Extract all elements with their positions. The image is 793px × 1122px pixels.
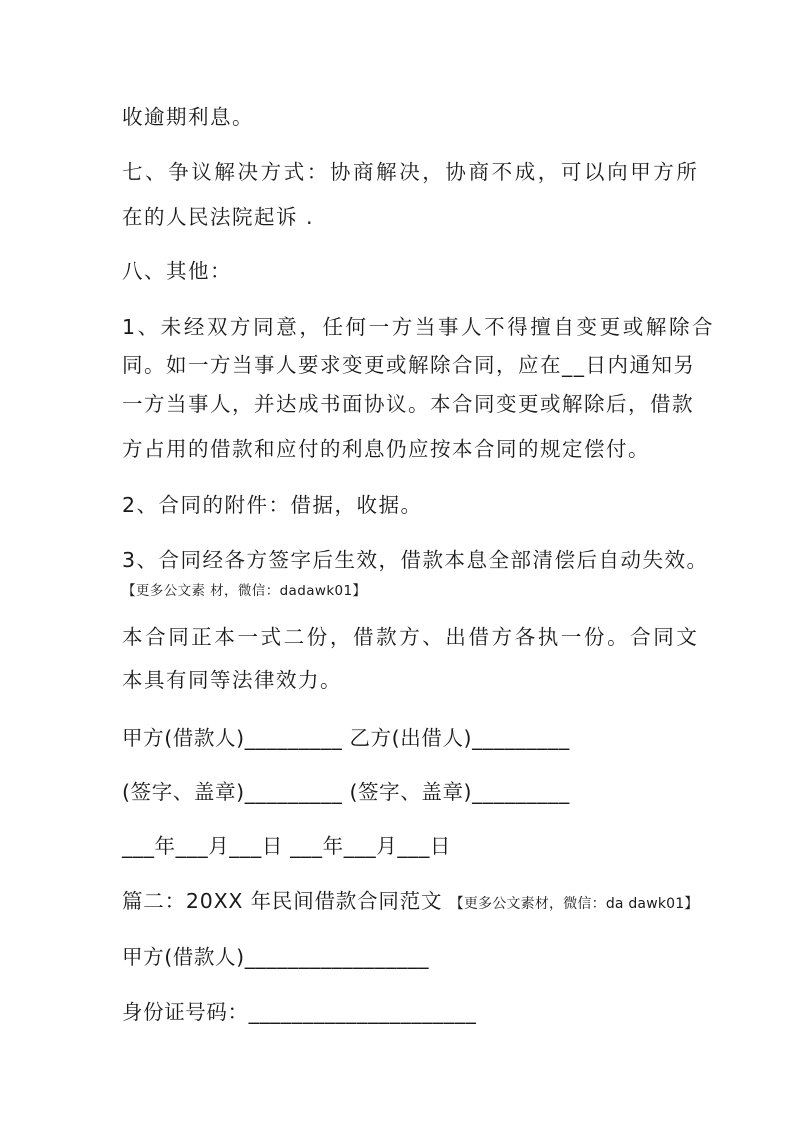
watermark-note: 【更多公文素材，微信：da dawk01】 [449, 896, 699, 912]
party-line: 甲方(借款人)_________________ [122, 945, 430, 969]
text-line: 本具有同等法律效力。 [122, 668, 342, 692]
date-line: ___年___月___日 ___年___月___日 [122, 834, 452, 858]
text-line: 一方当事人，并达成书面协议。本合同变更或解除后，借款 [122, 392, 694, 416]
text-line: 收逾期利息。 [122, 105, 254, 129]
signature-line: (签字、盖章)_________ (签字、盖章)_________ [122, 780, 570, 804]
watermark-note: 【更多公文素 材，微信：dadawk01】 [122, 583, 367, 599]
text-line: 方占用的借款和应付的利息仍应按本合同的规定偿付。 [122, 437, 650, 461]
signature-line: 甲方(借款人)_________ 乙方(出借人)_________ [122, 726, 570, 750]
text-line: 本合同正本一式二份，借款方、出借方各执一份。合同文 [122, 625, 700, 649]
id-number-line: 身份证号码：_____________________ [122, 1000, 477, 1024]
text-line: 七、争议解决方式：协商解决，协商不成，可以向甲方所 [122, 160, 700, 184]
text-line: 八、其他： [122, 259, 232, 283]
text-line: 同。如一方当事人要求变更或解除合同，应在__日内通知另 [122, 353, 696, 377]
text-line: 2、合同的附件：借据，收据。 [122, 493, 423, 517]
text-line: 3、合同经各方签字后生效，借款本息全部清偿后自动失效。 [122, 548, 709, 572]
text-line: 在的人民法院起诉 . [122, 205, 315, 229]
text-line: 1、未经双方同意，任何一方当事人不得擅自变更或解除合 [122, 315, 716, 339]
section-heading-text: 篇二：20XX 年民间借款合同范文 [122, 889, 443, 913]
section-heading [122, 887, 699, 918]
